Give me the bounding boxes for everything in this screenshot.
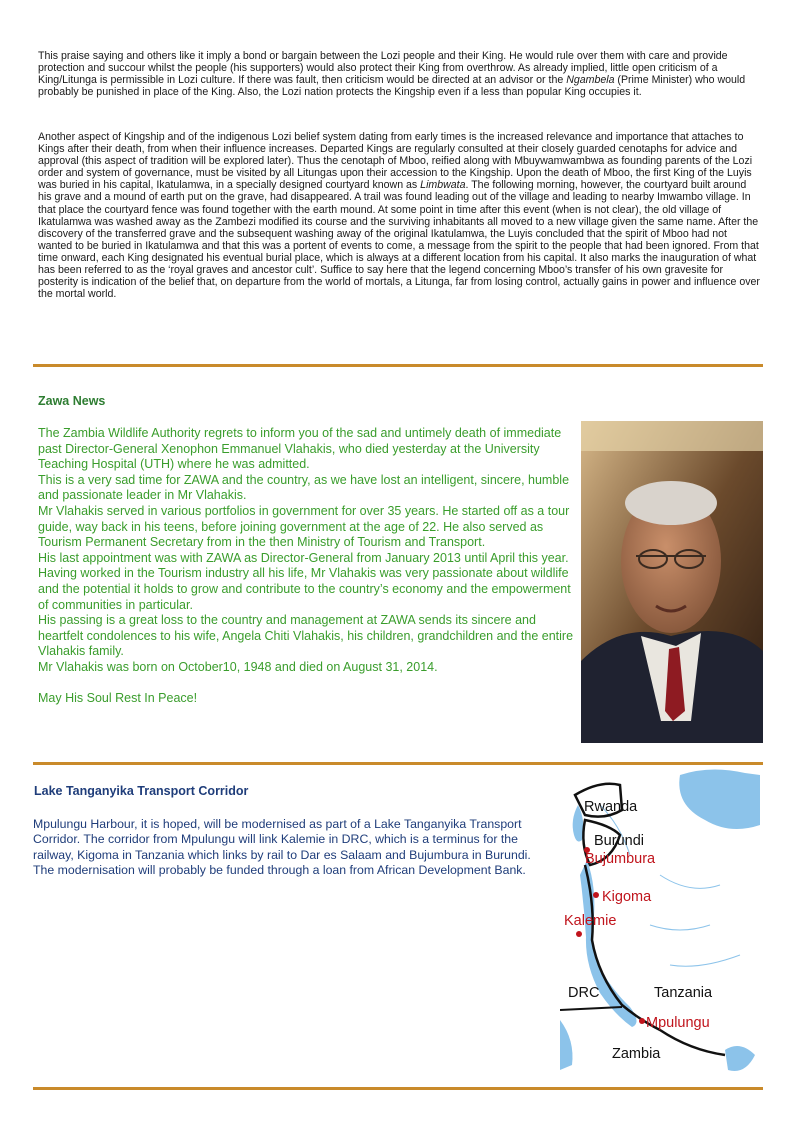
label-zambia: Zambia [612, 1046, 661, 1062]
portrait-photo [581, 421, 763, 743]
zawa-line: Mr Vlahakis was born on October10, 1948 and died on August 31, 2014. [38, 659, 438, 674]
kalemie-dot [576, 931, 582, 937]
section-divider [33, 364, 763, 367]
lake-tanganyika-map [560, 765, 762, 1080]
label-mpulungu: Mpulungu [646, 1015, 710, 1031]
zawa-line: This is a very sad time for ZAWA and the country, as we have lost an intelligent, sincere, humble and passionate leader in Mr Vlahakis. [38, 472, 570, 503]
label-burundi: Burundi [594, 833, 644, 849]
label-bujumbura: Bujumbura [585, 851, 656, 867]
article-paragraph-2: Another aspect of Kingship and of the indigenous Lozi belief system dating from early times is the increased relevance and importance that attaches to Kings after their death, from when their influence increases. Departed Kings are regularly consulted at their closely guarded cenotaphs for advice and approval (this aspect of tradition will be explored later). Thus the cenotaph of Mboo, reified along with Mbuywamwambwa as founding parents of the Lozi order and system of governance, must be visited by all Litungas upon their accession to the Kingship. Upon the death of Mboo, the first King of the Luyis was buried in his capital, Ikatulamwa, in a specially designed courtyard known as Limbwata. The following morning, however, the courtyard built around his grave and a mound of earth put on the grave, had disappeared. A trail was found leading out of the village and leading to nearby Imwambo village. In that place the courtyard fence was found together with the earth mound. At some point in time after this event (when is not clear), the old village of Ikatulamwa was washed away as the Zambezi modified its course and the surviving inhabitants all moved to a new village given the same name. After the discovery of the transferred grave and the subsequent washing away of the original Ikatulamwa, the Luyis concluded that the spirit of Mboo had not wanted to be buried in Ikatulamwa and that this was a portent of events to come, a message from the spirit to the people that had been ignored. From that time onward, each King designated his eventual burial place, which is always at a different location from his capital. It also marks the inauguration of what has been referred to as the ‘royal graves and ancestor cult’. Suffice to say here that the legend concerning Mboo’s transfer of his own gravesite for posterity is indication of the belief that, on departure from the world of mortals, a Litunga, far from losing control, actually gains in power and influence over the mortal world. [38, 131, 760, 301]
zawa-line: Having worked in the Tourism industry all his life, Mr Vlahakis was very passionate about wildlife and the potential it holds to grow and contribute to the country’s economy and the empowerment of communities in particular. [38, 566, 571, 612]
section-divider [33, 1087, 763, 1090]
italic-term: Ngambela [566, 74, 615, 87]
label-rwanda: Rwanda [584, 799, 638, 815]
lake-corridor-heading: Lake Tanganyika Transport Corridor [34, 784, 249, 798]
zawa-closing: May His Soul Rest In Peace! [38, 691, 198, 706]
label-kigoma: Kigoma [602, 889, 652, 905]
kigoma-dot [593, 892, 599, 898]
zawa-line: His passing is a great loss to the country and management at ZAWA sends its sincere and heartfelt condolences to his wife, Angela Chiti Vlahakis, his children, grandchildren and the entire Vlahakis family. [38, 613, 574, 659]
zawa-line: The Zambia Wildlife Authority regrets to inform you of the sad and untimely death of immediate past Director-General Xenophon Emmanuel Vlahakis, who died yesterday at the University Teaching Hospital (UTH) where he was admitted. [38, 426, 562, 472]
label-drc: DRC [568, 985, 600, 1001]
mpulungu-dot [639, 1018, 645, 1024]
italic-term: Limbwata [420, 179, 466, 192]
article-paragraph-1: This praise saying and others like it imply a bond or bargain between the Lozi people and their King. He would rule over them with care and provide protection and succour whilst the people (his supporters) would also protect their King from overthrow. As already implied, little open criticism of a King/Litunga is permissible in Lozi culture. If there was fault, then criticism would be directed at an advisor or the Ngambela (Prime Minister) who would probably be punished in place of the King. Also, the Lozi nation protects the Kingship even if a less than popular King occupies it. [38, 50, 746, 99]
lake-corridor-body: Mpulungu Harbour, it is hoped, will be modernised as part of a Lake Tanganyika Transport Corridor. The corridor from Mpulungu will link Kalemie in DRC, which is a terminus for the railway, Kigoma in Tanzania which links by rail to Dar es Salaam and Bujumbura in Burundi. The modernisation will probably be funded through a loan from African Development Bank. [33, 817, 531, 877]
zawa-line: His last appointment was with ZAWA as Director-General from January 2013 until April this year. [38, 550, 569, 565]
label-kalemie: Kalemie [564, 913, 617, 929]
zawa-news-body [38, 426, 583, 707]
zawa-news-heading: Zawa News [38, 394, 106, 408]
label-tanzania: Tanzania [654, 985, 713, 1001]
zawa-line: Mr Vlahakis served in various portfolios in government for over 35 years. He started off as a tour guide, way back in his teens, before joining government at the age of 22. He also served as Tourism Permanent Secretary from in the then Ministry of Tourism and Transport. [38, 503, 570, 550]
